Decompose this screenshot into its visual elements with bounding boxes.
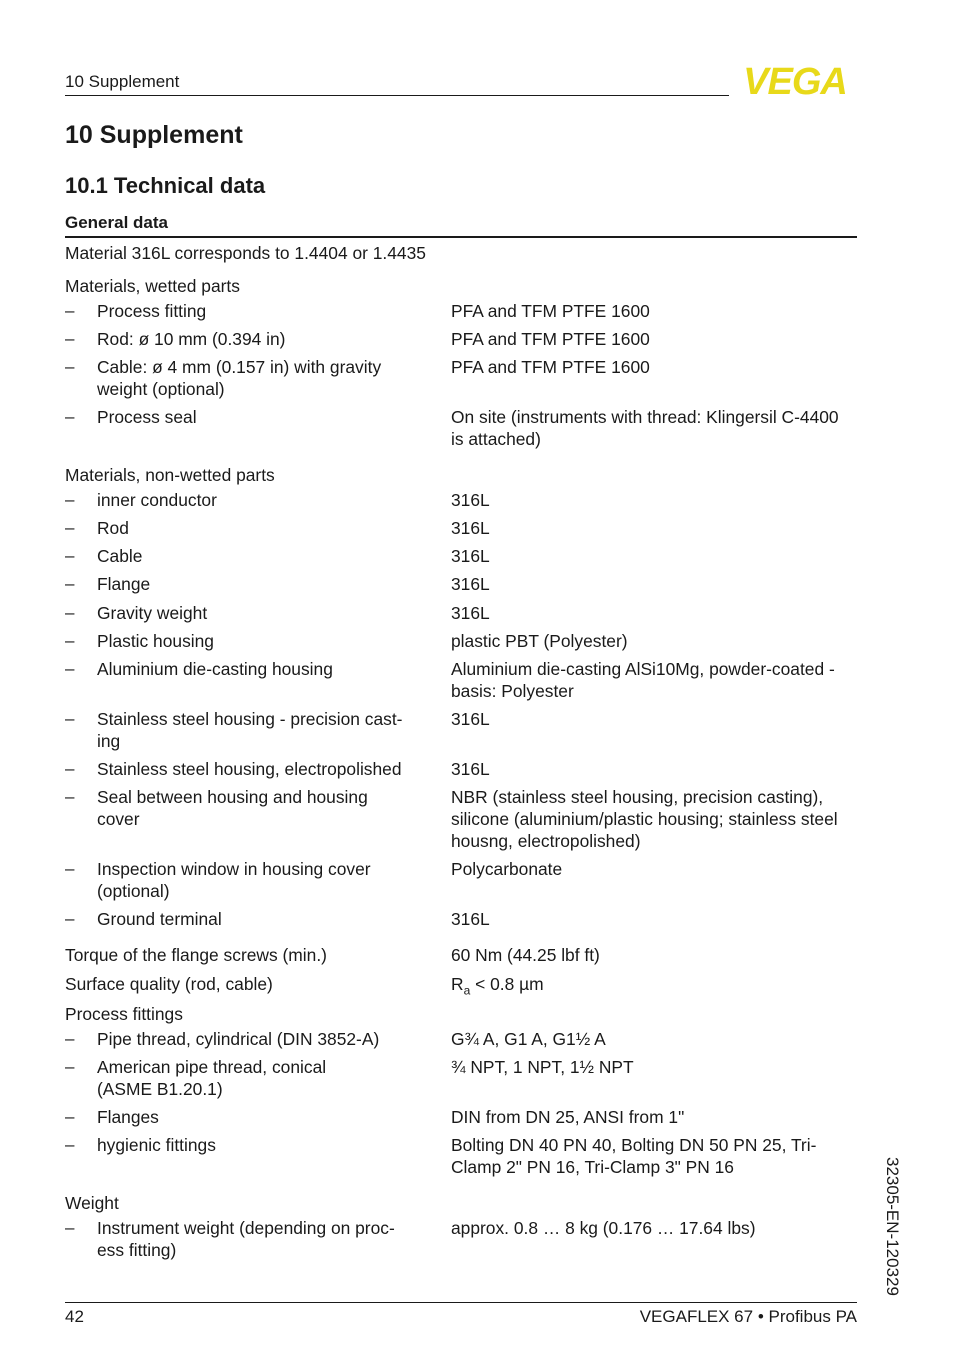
- list-dash: –: [65, 546, 75, 565]
- row-label-cont: cover: [97, 809, 140, 829]
- list-dash: –: [65, 1218, 75, 1237]
- value-symbol: R: [451, 974, 464, 994]
- document-code: 32305-EN-120329: [883, 1157, 902, 1296]
- row-label: Process seal: [97, 407, 197, 427]
- row-label: inner conductor: [97, 490, 217, 510]
- row-value: ¾ NPT, 1 NPT, 1½ NPT: [451, 1057, 634, 1077]
- row-label: Aluminium die-casting housing: [97, 659, 333, 679]
- subsection-rule: [65, 236, 857, 238]
- row-label: Stainless steel housing, electropolished: [97, 759, 402, 779]
- value-subscript: a: [463, 983, 471, 998]
- list-dash: –: [65, 759, 75, 778]
- row-value-cont: silicone (aluminium/plastic housing; stainless steel: [451, 809, 838, 829]
- list-dash: –: [65, 518, 75, 537]
- list-dash: –: [65, 329, 75, 348]
- row-label: hygienic fittings: [97, 1135, 216, 1155]
- row-value: 316L: [451, 709, 490, 729]
- row-value: Bolting DN 40 PN 40, Bolting DN 50 PN 25, Tri-: [451, 1135, 817, 1155]
- row-value: DIN from DN 25, ANSI from 1": [451, 1107, 685, 1127]
- row-label: Pipe thread, cylindrical (DIN 3852-A): [97, 1029, 380, 1049]
- row-value-cont: is attached): [451, 429, 541, 449]
- row-value: 316L: [451, 759, 490, 779]
- row-value: 316L: [451, 909, 490, 929]
- row-value: PFA and TFM PTFE 1600: [451, 329, 650, 349]
- list-dash: –: [65, 407, 75, 426]
- row-value: 316L: [451, 518, 490, 538]
- row-label: Seal between housing and housing: [97, 787, 368, 807]
- subsection-title: General data: [65, 213, 168, 232]
- group-heading: Weight: [65, 1193, 119, 1213]
- row-label: Cable: ø 4 mm (0.157 in) with gravity: [97, 357, 382, 377]
- list-dash: –: [65, 631, 75, 650]
- row-value: 316L: [451, 546, 490, 566]
- row-value: G¾ A, G1 A, G1½ A: [451, 1029, 606, 1049]
- list-dash: –: [65, 787, 75, 806]
- row-label: Ground terminal: [97, 909, 222, 929]
- list-dash: –: [65, 574, 75, 593]
- list-dash: –: [65, 1057, 75, 1076]
- row-value: 316L: [451, 490, 490, 510]
- header-rule: [65, 95, 729, 96]
- row-value: Polycarbonate: [451, 859, 563, 879]
- list-dash: –: [65, 603, 75, 622]
- footer-rule: [65, 1302, 857, 1303]
- list-dash: –: [65, 357, 75, 376]
- row-label: American pipe thread, conical: [97, 1057, 327, 1077]
- row-value-cont: housng, electropolished): [451, 831, 641, 851]
- row-label: Torque of the flange screws (min.): [65, 945, 327, 965]
- row-value: 60 Nm (44.25 lbf ft): [451, 945, 600, 965]
- row-value: NBR (stainless steel housing, precision casting),: [451, 787, 824, 807]
- list-dash: –: [65, 1107, 75, 1126]
- chapter-title: 10 Supplement: [65, 121, 243, 149]
- surface-quality-value: [451, 973, 544, 1001]
- row-value-cont: Clamp 2" PN 16, Tri-Clamp 3" PN 16: [451, 1157, 734, 1177]
- group-heading: Materials, wetted parts: [65, 276, 240, 296]
- group-heading: Process fittings: [65, 1004, 183, 1024]
- row-label-cont: ing: [97, 731, 121, 751]
- row-label: Flanges: [97, 1107, 159, 1127]
- row-label-cont: ess fitting): [97, 1240, 177, 1260]
- row-label: Flange: [97, 574, 151, 594]
- row-label: Gravity weight: [97, 603, 208, 623]
- list-dash: –: [65, 490, 75, 509]
- section-title: 10.1 Technical data: [65, 173, 266, 198]
- row-label: Rod: ø 10 mm (0.394 in): [97, 329, 286, 349]
- row-label-cont: (optional): [97, 881, 170, 901]
- row-value: PFA and TFM PTFE 1600: [451, 357, 650, 377]
- row-label: Stainless steel housing - precision cast-: [97, 709, 403, 729]
- row-label: Rod: [97, 518, 129, 538]
- row-label: Process fitting: [97, 301, 207, 321]
- page-number: 42: [65, 1307, 84, 1326]
- list-dash: –: [65, 1135, 75, 1154]
- row-value: plastic PBT (Polyester): [451, 631, 628, 651]
- footer-product: VEGAFLEX 67 • Profibus PA: [639, 1307, 857, 1326]
- list-dash: –: [65, 1029, 75, 1048]
- row-label: Cable: [97, 546, 143, 566]
- row-value: approx. 0.8 … 8 kg (0.176 … 17.64 lbs): [451, 1218, 756, 1238]
- row-label: Surface quality (rod, cable): [65, 974, 273, 994]
- group-heading: Materials, non-wetted parts: [65, 465, 275, 485]
- row-value: 316L: [451, 603, 490, 623]
- list-dash: –: [65, 659, 75, 678]
- vega-logo: [733, 62, 857, 98]
- row-label: Plastic housing: [97, 631, 214, 651]
- row-label-cont: (ASME B1.20.1): [97, 1079, 223, 1099]
- list-dash: –: [65, 709, 75, 728]
- running-header: 10 Supplement: [65, 72, 180, 91]
- row-label: Instrument weight (depending on proc-: [97, 1218, 395, 1238]
- row-value: PFA and TFM PTFE 1600: [451, 301, 650, 321]
- row-value: Aluminium die-casting AlSi10Mg, powder-coated -: [451, 659, 835, 679]
- list-dash: –: [65, 859, 75, 878]
- row-value: On site (instruments with thread: Klingersil C-4400: [451, 407, 839, 427]
- row-label-cont: weight (optional): [97, 379, 225, 399]
- row-label: Material 316L corresponds to 1.4404 or 1.4435: [65, 243, 426, 263]
- vega-logo-text: VEGA: [743, 62, 847, 98]
- list-dash: –: [65, 301, 75, 320]
- row-value-cont: basis: Polyester: [451, 681, 574, 701]
- list-dash: –: [65, 909, 75, 928]
- row-label: Inspection window in housing cover: [97, 859, 371, 879]
- row-value: 316L: [451, 574, 490, 594]
- value-rest: < 0.8 µm: [470, 974, 544, 994]
